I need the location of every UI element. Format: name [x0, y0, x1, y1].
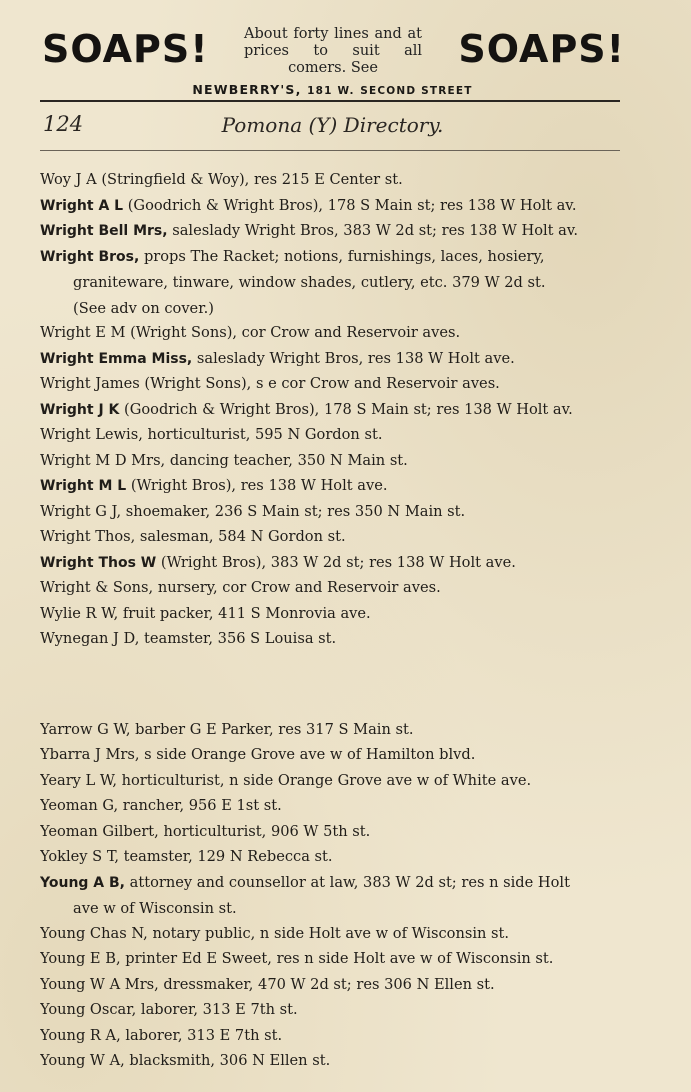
- entry-name: Young A B,: [40, 874, 125, 891]
- entry-details: shoemaker, 236 S Main st; res 350 N Main st.: [121, 502, 466, 520]
- ad-address-street: SECOND STREET: [360, 85, 473, 97]
- entry-name: Wright Thos W: [40, 554, 157, 571]
- entry-name: Wright M D Mrs,: [40, 451, 166, 469]
- entry-continuation: graniteware, tinware, window shades, cutlery, etc. 379 W 2d st.: [73, 274, 546, 291]
- entry-name: Wright Thos,: [40, 528, 136, 545]
- directory-entry: [40, 819, 622, 845]
- entry-details: (Wright Sons), s e cor Crow and Reservoir aves.: [139, 375, 500, 392]
- directory-entry: [40, 499, 622, 525]
- entry-details: laborer, 313 E 7th st.: [120, 1026, 283, 1044]
- entry-details: (Goodrich & Wright Bros), 178 S Main st; res 138 W Holt av.: [119, 400, 573, 418]
- directory-entry: [40, 1023, 622, 1049]
- directory-entry: [40, 320, 622, 346]
- entry-name: Young Chas N,: [40, 924, 148, 942]
- ad-address-number: 181 W.: [307, 85, 355, 97]
- entry-name: Wright E M: [40, 324, 126, 341]
- entry-name: Wright G J,: [40, 502, 122, 520]
- entry-name: Young R A,: [40, 1026, 121, 1044]
- directory-entry: [40, 244, 622, 322]
- directory-entry: [40, 742, 622, 768]
- directory-entry: [40, 422, 622, 448]
- entry-details: (Goodrich & Wright Bros), 178 S Main st; res 138 W Holt av.: [123, 196, 577, 214]
- entry-details: blacksmith, 306 N Ellen st.: [124, 1052, 331, 1070]
- entry-name: Wright Bros,: [40, 248, 140, 265]
- entry-continuation: (See adv on cover.): [73, 299, 214, 317]
- entry-details: s side Orange Grove ave w of Hamilton blvd.: [139, 746, 476, 764]
- entry-name: Young E B,: [40, 950, 121, 968]
- directory-entry: [40, 972, 622, 998]
- entry-details: salesman, 584 N Gordon st.: [135, 528, 346, 545]
- entry-name: Yokley S T,: [40, 848, 120, 866]
- directory-entry: [40, 1048, 622, 1074]
- directory-entry: [40, 346, 622, 373]
- directory-entry: [40, 768, 622, 794]
- directory-entry: [40, 844, 622, 870]
- advertisement-header: [40, 22, 625, 102]
- entry-details: horticulturist, n side Orange Grove ave w of White ave.: [116, 771, 532, 789]
- directory-entry: [40, 793, 622, 819]
- entry-details: dancing teacher, 350 N Main st.: [165, 451, 408, 469]
- entry-continuation: ave w of Wisconsin st.: [73, 900, 237, 918]
- entry-details: saleslady Wright Bros, 383 W 2d st; res 138 W Holt av.: [167, 222, 579, 239]
- entry-name: Wright Lewis,: [40, 426, 143, 443]
- entry-name: Ybarra J Mrs,: [40, 746, 140, 764]
- directory-entry: [40, 371, 622, 397]
- page-number: 124: [43, 112, 84, 136]
- directory-entry: [40, 997, 622, 1023]
- entry-name: Woy J A: [40, 171, 97, 188]
- entry-name: Young W A Mrs,: [40, 975, 159, 993]
- entry-details: laborer, 313 E 7th st.: [136, 1001, 298, 1019]
- entry-name: Wright Bell Mrs,: [40, 223, 168, 239]
- entry-details: rancher, 956 E 1st st.: [118, 797, 282, 815]
- entry-details: dressmaker, 470 W 2d st; res 306 N Ellen st.: [158, 975, 495, 993]
- entry-details: (Stringfield & Woy), res 215 E Center st.: [96, 171, 403, 188]
- entry-name: Yeoman G,: [40, 797, 119, 815]
- directory-entry: [40, 921, 622, 947]
- entry-details: barber G E Parker, res 317 S Main st.: [130, 720, 414, 738]
- directory-entry: [40, 550, 622, 577]
- entry-details: horticulturist, 595 N Gordon st.: [142, 426, 383, 443]
- entry-name: Yarrow G W,: [40, 720, 131, 738]
- entry-details: (Wright Bros), 383 W 2d st; res 138 W Holt ave.: [156, 553, 516, 571]
- directory-entry: [40, 167, 622, 193]
- directory-entry: [40, 473, 622, 500]
- entry-name: Wright M L: [40, 478, 127, 494]
- entry-details: teamster, 356 S Louisa st.: [139, 630, 337, 647]
- ad-address-store: NEWBERRY'S,: [192, 82, 302, 97]
- entry-details: props The Racket; notions, furnishings, laces, hosiery,: [139, 247, 545, 265]
- entry-name: Young W A,: [40, 1052, 125, 1070]
- entry-name: Wylie R W,: [40, 604, 119, 622]
- directory-entry: [40, 946, 622, 972]
- entry-name: Wynegan J D,: [40, 630, 140, 647]
- directory-entry: [40, 626, 622, 652]
- entry-name: Young Oscar,: [40, 1001, 137, 1019]
- entry-name: Yeary L W,: [40, 771, 117, 789]
- ad-headline-left: SOAPS!: [42, 27, 209, 71]
- entry-name: Wright Emma Miss,: [40, 350, 193, 367]
- running-head-rule: [40, 150, 620, 151]
- running-head: [40, 112, 625, 146]
- ad-address: [40, 82, 625, 97]
- running-title: Pomona (Y) Directory.: [221, 113, 444, 137]
- entry-details: notary public, n side Holt ave w of Wisconsin st.: [147, 924, 510, 942]
- directory-entry: [40, 601, 622, 627]
- directory-entry: [40, 218, 622, 245]
- entry-details: (Wright Sons), cor Crow and Reservoir aves.: [125, 324, 461, 341]
- entry-details: printer Ed E Sweet, res n side Holt ave w of Wisconsin st.: [120, 950, 554, 968]
- entry-details: saleslady Wright Bros, res 138 W Holt ave.: [192, 349, 515, 367]
- entry-details: teamster, 129 N Rebecca st.: [119, 848, 333, 866]
- ad-headline-right: SOAPS!: [458, 27, 625, 71]
- entry-details: fruit packer, 411 S Monrovia ave.: [118, 604, 371, 622]
- entry-details: nursery, cor Crow and Reservoir aves.: [153, 579, 441, 596]
- entry-name: Wright & Sons,: [40, 579, 154, 596]
- directory-entry: [40, 397, 622, 424]
- directory-entry: [40, 448, 622, 474]
- entry-name: Wright A L: [40, 197, 124, 214]
- directory-entry: [40, 575, 622, 601]
- ad-blurb: About forty lines and at prices to suit all comers. See: [244, 26, 422, 76]
- entry-name: Wright J K: [40, 401, 120, 418]
- entry-details: (Wright Bros), res 138 W Holt ave.: [126, 477, 388, 494]
- directory-entry: [40, 193, 622, 220]
- directory-entry: [40, 717, 622, 743]
- header-rule: [40, 100, 620, 102]
- entry-details: horticulturist, 906 W 5th st.: [158, 822, 371, 840]
- entry-name: Yeoman Gilbert,: [40, 822, 159, 840]
- directory-entry: [40, 870, 622, 922]
- entry-name: Wright James: [40, 375, 140, 392]
- directory-entry: [40, 524, 622, 550]
- entry-details: attorney and counsellor at law, 383 W 2d st; res n side Holt: [125, 873, 570, 891]
